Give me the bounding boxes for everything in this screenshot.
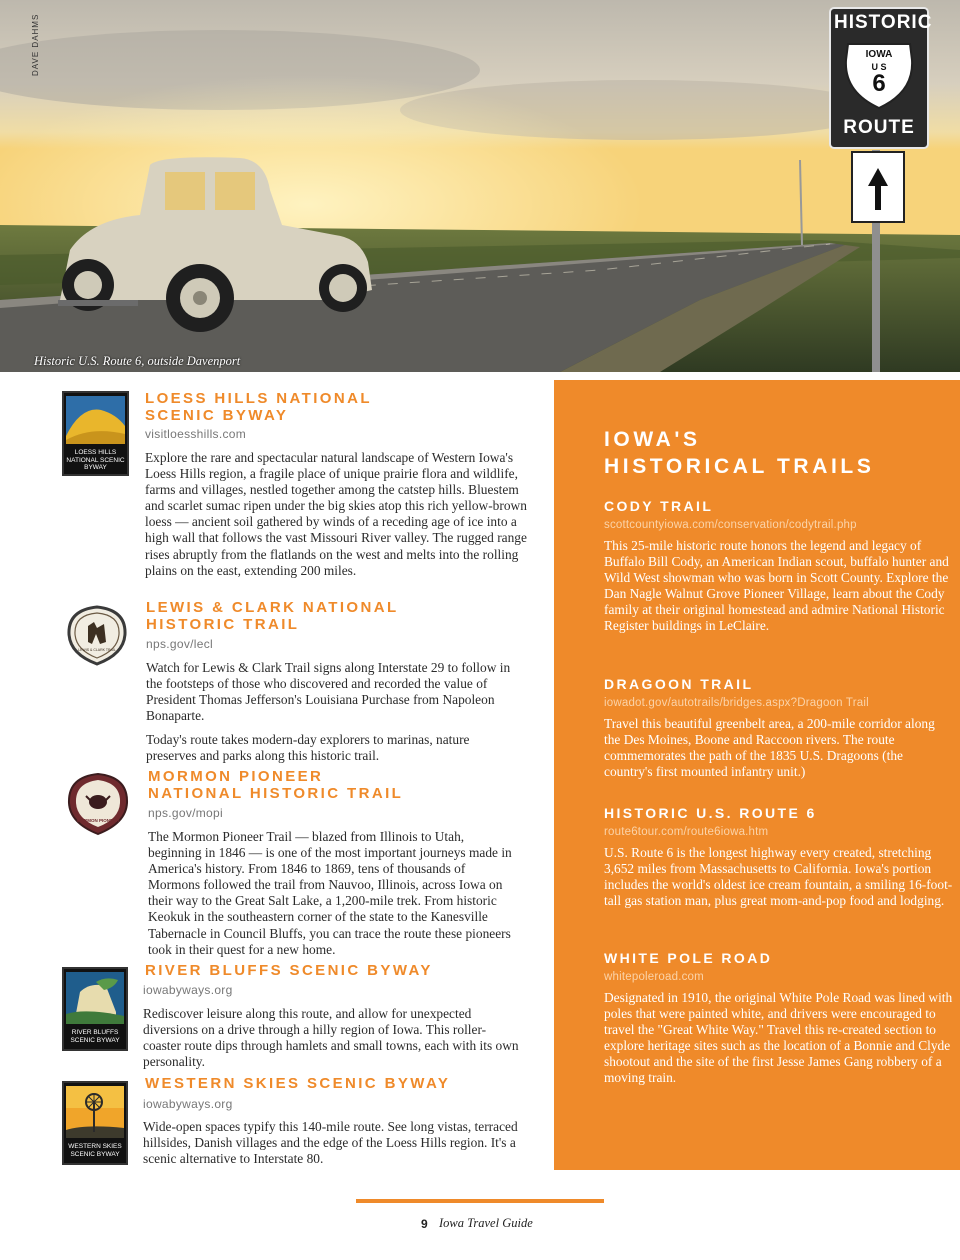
trail-cody bbox=[604, 497, 954, 634]
river-bluffs-title: RIVER BLUFFS SCENIC BYWAY bbox=[145, 962, 433, 979]
trail-url[interactable]: route6tour.com/route6iowa.htm bbox=[604, 826, 769, 838]
western-skies-url[interactable]: iowabyways.org bbox=[143, 1097, 233, 1111]
lewis-clark-body bbox=[146, 660, 521, 773]
lewis-clark-url[interactable]: nps.gov/lecl bbox=[146, 637, 213, 651]
lewis-clark-paragraph-1: Watch for Lewis & Clark Trail signs along Interstate 29 to follow in the footsteps of those who discovered and recorded the value of President Thomas Jefferson's Louisiana Purchase from Napoleon Bonaparte. bbox=[146, 660, 511, 724]
sign-number-text: 6 bbox=[872, 70, 886, 97]
trail-title: HISTORIC U.S. ROUTE 6 bbox=[604, 805, 817, 821]
hero-photo bbox=[0, 0, 960, 372]
river-bluffs-body bbox=[143, 1006, 523, 1078]
loess-hills-title: LOESS HILLS NATIONAL SCENIC BYWAY bbox=[145, 390, 372, 424]
trail-title: WHITE POLE ROAD bbox=[604, 950, 773, 966]
loess-hills-logo-text: LOESS HILLS NATIONAL SCENIC BYWAY bbox=[66, 449, 125, 471]
trail-dragoon bbox=[604, 675, 954, 780]
western-skies-paragraph: Wide-open spaces typify this 140-mile route. See long vistas, terraced hillsides, Danish villages and the edge of the Loess Hills region. It's a scenic alternative to Interstate 80. bbox=[143, 1119, 518, 1167]
publication-title: Iowa Travel Guide bbox=[439, 1216, 533, 1230]
trail-url[interactable]: iowadot.gov/autotrails/bridges.aspx?Dragoon Trail bbox=[604, 697, 869, 709]
mormon-pioneer-logo-text: MORMON PIONEER bbox=[76, 818, 120, 823]
mormon-pioneer-url[interactable]: nps.gov/mopi bbox=[148, 806, 223, 820]
river-bluffs-logo bbox=[62, 967, 128, 1051]
historical-trails-panel bbox=[554, 380, 960, 1170]
loess-hills-url[interactable]: visitloesshills.com bbox=[145, 427, 247, 441]
loess-hills-body bbox=[145, 450, 527, 587]
page-number: 9 bbox=[421, 1217, 428, 1231]
trail-title: CODY TRAIL bbox=[604, 498, 714, 514]
trail-title: DRAGOON TRAIL bbox=[604, 676, 754, 692]
footer-rule bbox=[356, 1199, 604, 1203]
western-skies-title: WESTERN SKIES SCENIC BYWAY bbox=[145, 1075, 451, 1092]
lewis-clark-title: LEWIS & CLARK NATIONAL HISTORIC TRAIL bbox=[146, 599, 399, 633]
western-skies-body bbox=[143, 1119, 523, 1175]
river-bluffs-url[interactable]: iowabyways.org bbox=[143, 983, 233, 997]
trail-body: Designated in 1910, the original White Pole Road was lined with poles that were painted white, and drivers were encouraged to travel the "Great White Way." Travel this re-created section to explore heritage sites such as the location of a Bonnie and Clyde shootout and the site of the first Jesse James Gang robbery of a moving train. bbox=[604, 990, 953, 1085]
mormon-pioneer-body bbox=[148, 829, 516, 966]
western-skies-logo bbox=[62, 1081, 128, 1165]
trail-url[interactable]: whitepoleroad.com bbox=[604, 971, 704, 983]
mormon-pioneer-paragraph: The Mormon Pioneer Trail — blazed from Illinois to Utah, beginning in 1846 — is one of the most important journeys made in America's history. From 1846 to 1869, tens of thousands of Mormons followed the trail from Nauvoo, Illinois, across Iowa on their way to the Great Salt Lake, a 1,200-mile trek. From historic Keokuk in the southeastern corner of the state to the Kanesville Tabernacle in Council Bluffs, you can trace the route these pioneers took in their quest for a new home. bbox=[148, 829, 512, 957]
lewis-clark-paragraph-2: Today's route takes modern-day explorers to marinas, nature preserves and parks along this historic trail. bbox=[146, 732, 470, 764]
mormon-pioneer-title: MORMON PIONEER NATIONAL HISTORIC TRAIL bbox=[148, 768, 404, 802]
mormon-pioneer-logo bbox=[66, 772, 130, 836]
panel-title bbox=[604, 426, 874, 480]
river-bluffs-paragraph: Rediscover leisure along this route, and allow for unexpected diversions on a drive through a hilly region of Iowa. This roller-coaster route dips through hamlets and small towns, each with its own personality. bbox=[143, 1006, 519, 1070]
sign-us-text: U S bbox=[871, 62, 887, 72]
trail-url[interactable]: scottcountyiowa.com/conservation/codytrail.php bbox=[604, 519, 857, 531]
river-bluffs-logo-text: RIVER BLUFFS SCENIC BYWAY bbox=[70, 1029, 120, 1044]
trail-route-6 bbox=[604, 804, 954, 909]
sign-historic-text: HISTORIC bbox=[834, 12, 933, 33]
photo-credit: DAVE DAHMS bbox=[31, 13, 40, 76]
lewis-clark-logo bbox=[66, 604, 128, 666]
loess-hills-logo bbox=[62, 391, 129, 476]
sign-state-text: IOWA bbox=[865, 49, 893, 60]
panel-title-line-1: IOWA'S bbox=[604, 428, 701, 451]
lewis-clark-logo-text: LEWIS & CLARK TRAIL bbox=[78, 648, 116, 652]
hero-scene bbox=[0, 0, 960, 372]
loess-hills-paragraph: Explore the rare and spectacular natural landscape of Western Iowa's Loess Hills region, a fragile place of unique prairie flora and wildlife, farms and villages, nestled together among the catstep hills. Bluestem and scarlet sumac ripen under the big skies atop this rich yellow-brown loess — ancient soil gathered by winds of a receding age of ice into a high wall that follows the vast Missouri River valley. The rugged range rises abruptly from the flatlands on the west and melts into the rolling plains on the east, extending 200 miles. bbox=[145, 450, 527, 578]
panel-title-line-2: HISTORICAL TRAILS bbox=[604, 455, 875, 478]
trail-body: U.S. Route 6 is the longest highway every created, stretching 3,652 miles from Massachusetts to California. Iowa's portion includes the world's oldest ice cream fountain, a smiling 16-foot-tall gas station man, plus great mom-and-pop food and lodging. bbox=[604, 845, 953, 908]
western-skies-logo-text: WESTERN SKIES SCENIC BYWAY bbox=[68, 1143, 122, 1158]
trail-body: This 25-mile historic route honors the legend and legacy of Buffalo Bill Cody, an American Indian scout, buffalo hunter and Wild West showman who was born in Scott County. Explore the Dan Nagle Walnut Grove Pioneer Village, learn about the Cody family at their original homestead and admire National Historic Register buildings in LeClaire. bbox=[604, 538, 949, 633]
trail-body: Travel this beautiful greenbelt area, a 200-mile corridor along the Des Moines, Boone and Raccoon rivers. The route commemorates the path of the 1835 U.S. Dragoons (the country's first mounted infantry unit.) bbox=[604, 716, 935, 779]
trail-white-pole-road bbox=[604, 949, 954, 1086]
photo-caption: Historic U.S. Route 6, outside Davenport bbox=[34, 354, 241, 368]
sign-route-text: ROUTE bbox=[843, 117, 915, 138]
